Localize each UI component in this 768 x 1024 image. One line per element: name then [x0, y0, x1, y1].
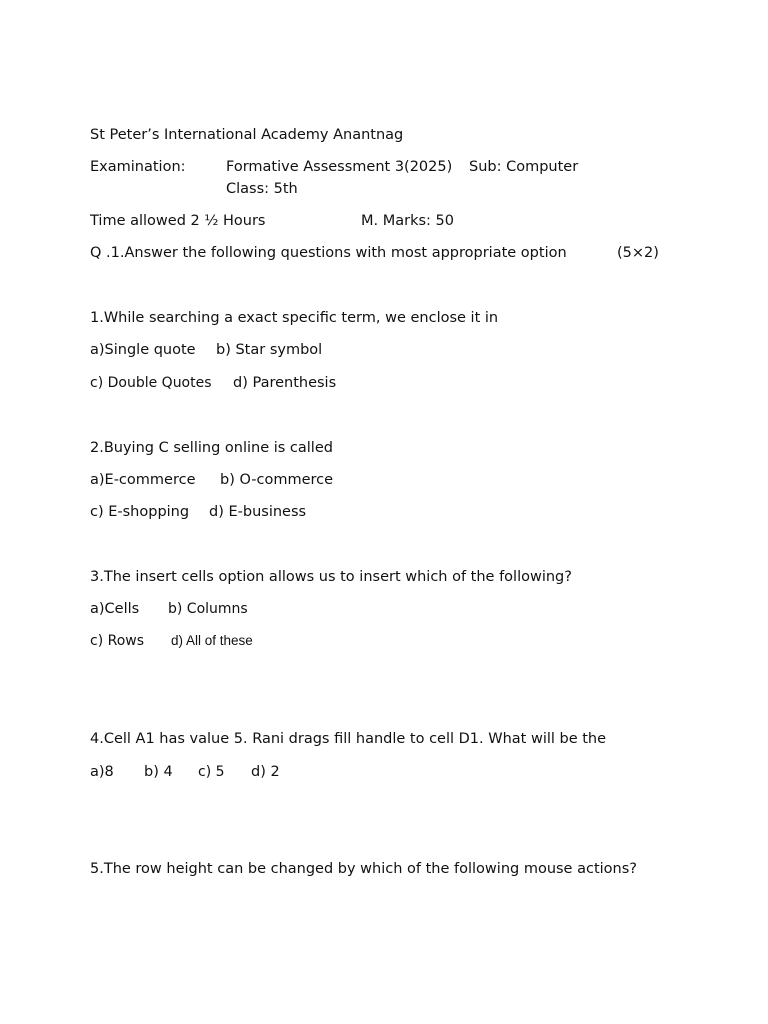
time-allowed: Time allowed 2 ½ Hours: [90, 213, 266, 229]
section-instruction: Q .1.Answer the following questions with most appropriate option: [90, 245, 567, 261]
question-2-option-a: a)E-commerce: [90, 472, 196, 488]
question-4-option-c: c) 5: [198, 764, 225, 780]
question-1-option-a: a)Single quote: [90, 342, 196, 358]
question-2-option-d: d) E-business: [209, 504, 307, 520]
question-1-option-b: b) Star symbol: [216, 342, 323, 358]
question-4-text: 4.Cell A1 has value 5. Rani drags fill handle to cell D1. What will be the: [90, 731, 607, 747]
question-3-option-a: a)Cells: [90, 601, 140, 617]
school-name: St Peter’s International Academy Anantnag: [90, 127, 404, 143]
exam-label: Examination:: [90, 159, 186, 175]
question-2-text: 2.Buying C selling online is called: [90, 440, 333, 456]
question-3-text: 3.The insert cells option allows us to insert which of the following?: [90, 569, 572, 585]
subject: Sub: Computer: [469, 159, 579, 175]
question-4-option-d: d) 2: [251, 764, 280, 780]
max-marks: M. Marks: 50: [361, 213, 454, 229]
question-1-option-c: c) Double Quotes: [90, 375, 212, 391]
question-4-option-b: b) 4: [144, 764, 173, 780]
question-1-text: 1.While searching a exact specific term, we enclose it in: [90, 310, 499, 326]
question-3-option-b: b) Columns: [168, 601, 248, 617]
question-5-text: 5.The row height can be changed by which of the following mouse actions?: [90, 861, 637, 877]
exam-name: Formative Assessment 3(2025): [226, 159, 453, 175]
question-2-option-b: b) O-commerce: [220, 472, 334, 488]
question-2-option-c: c) E-shopping: [90, 504, 190, 520]
class-label: Class: 5th: [226, 181, 298, 197]
question-3-option-d: d) All of these: [171, 633, 253, 648]
question-1-option-d: d) Parenthesis: [233, 375, 337, 391]
section-marks: (5×2): [617, 245, 659, 261]
question-4-option-a: a)8: [90, 764, 114, 780]
question-3-option-c: c) Rows: [90, 633, 145, 649]
